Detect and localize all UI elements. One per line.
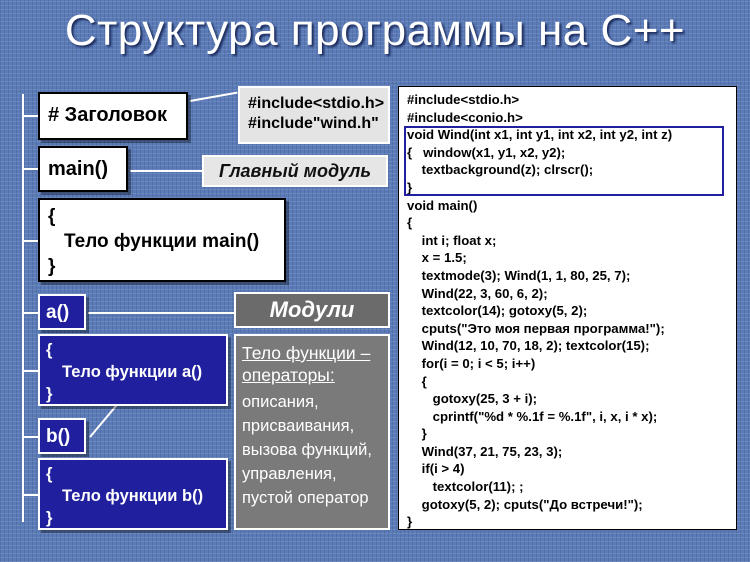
main-body-text: Тело функции main() [64, 231, 260, 252]
slide-title: Структура программы на С++ [64, 6, 686, 55]
code-line: textmode(3); Wind(1, 1, 80, 25, 7); [407, 267, 631, 283]
code-line: int i; float x; [407, 232, 497, 248]
connector-main [22, 168, 38, 170]
code-line: textcolor(14); gotoxy(5, 2); [407, 303, 588, 319]
code-line: gotoxy(25, 3 + i); [407, 391, 538, 407]
func-a-box [38, 294, 86, 330]
operator-item: пустой оператор [242, 489, 369, 507]
code-line: cputs("Это моя первая программа!"); [407, 320, 665, 336]
func-a-body-text: Тело функции a() [62, 363, 203, 381]
operators-title: Тело функции – операторы: [242, 343, 371, 385]
code-line: { [407, 215, 413, 231]
code-line: #include<conio.h> [407, 109, 523, 125]
connector-a-body [22, 370, 38, 372]
main-module-text: Главный модуль [218, 161, 371, 181]
code-line: for(i = 0; i < 5; i++) [407, 355, 536, 371]
connector-b-body [22, 494, 38, 496]
main-box-label: main() [48, 158, 108, 180]
operator-item: описания, [242, 393, 319, 411]
code-line: } [407, 514, 413, 530]
code-line: #include<stdio.h> [407, 92, 520, 107]
code-line: { [407, 373, 427, 389]
include-line-2: #include"wind.h" [248, 115, 379, 132]
code-line: gotoxy(5, 2); cputs("До встречи!"); [407, 496, 643, 512]
func-b-body-text: Тело функции b() [62, 487, 204, 505]
code-line: } [407, 179, 413, 195]
connector-main-body [22, 240, 38, 242]
code-line: textcolor(11); ; [407, 479, 524, 495]
main-body-box [38, 198, 286, 282]
include-line-1: #include<stdio.h> [248, 95, 385, 112]
func-a-body-box [38, 334, 228, 406]
code-line: Wind(37, 21, 75, 23, 3); [407, 443, 563, 459]
connector-a [22, 312, 38, 314]
include-box [238, 86, 390, 144]
code-line: if(i > 4) [407, 461, 465, 477]
operator-item: управления, [242, 465, 337, 483]
code-line: { window(x1, y1, x2, y2); [407, 144, 566, 160]
modules-text: Модули [269, 297, 355, 322]
code-line: } [407, 426, 427, 442]
main-box [38, 146, 128, 192]
code-line: Wind(22, 3, 60, 6, 2); [407, 285, 548, 301]
operator-item: присваивания, [242, 417, 355, 435]
main-body-close-brace: } [48, 256, 56, 277]
func-a-close-brace: } [46, 385, 53, 403]
main-body-open-brace: { [48, 206, 56, 227]
code-line: void main() [407, 197, 478, 213]
code-line: cprintf("%d * %.1f = %.1f", i, x, i * x); [407, 408, 658, 424]
operator-item: вызова функций, [242, 441, 372, 459]
func-b-box [38, 418, 86, 454]
structure-connector-line [22, 94, 24, 522]
connector-main-module [130, 170, 202, 172]
code-line: textbackground(z); clrscr(); [407, 162, 594, 178]
connector-a-modules [88, 312, 234, 314]
wind-function-highlight [404, 126, 724, 196]
code-line: Wind(12, 10, 70, 18, 2); textcolor(15); [407, 338, 650, 354]
main-module-label [202, 155, 388, 187]
code-line: x = 1.5; [407, 250, 467, 266]
func-b-label: b() [46, 426, 71, 447]
header-box-label: # Заголовок [48, 104, 168, 126]
func-a-label: a() [46, 302, 70, 323]
connector-header [22, 115, 38, 117]
connector-b [22, 436, 38, 438]
code-line: void Wind(int x1, int y1, int x2, int y2, int z) [407, 127, 673, 143]
header-box [38, 92, 188, 140]
operators-description [234, 334, 390, 530]
modules-label [234, 292, 390, 328]
connector-header-include [190, 92, 238, 102]
func-b-close-brace: } [46, 509, 53, 527]
func-a-open-brace: { [46, 341, 53, 359]
func-b-open-brace: { [46, 465, 53, 483]
func-b-body-box [38, 458, 228, 530]
